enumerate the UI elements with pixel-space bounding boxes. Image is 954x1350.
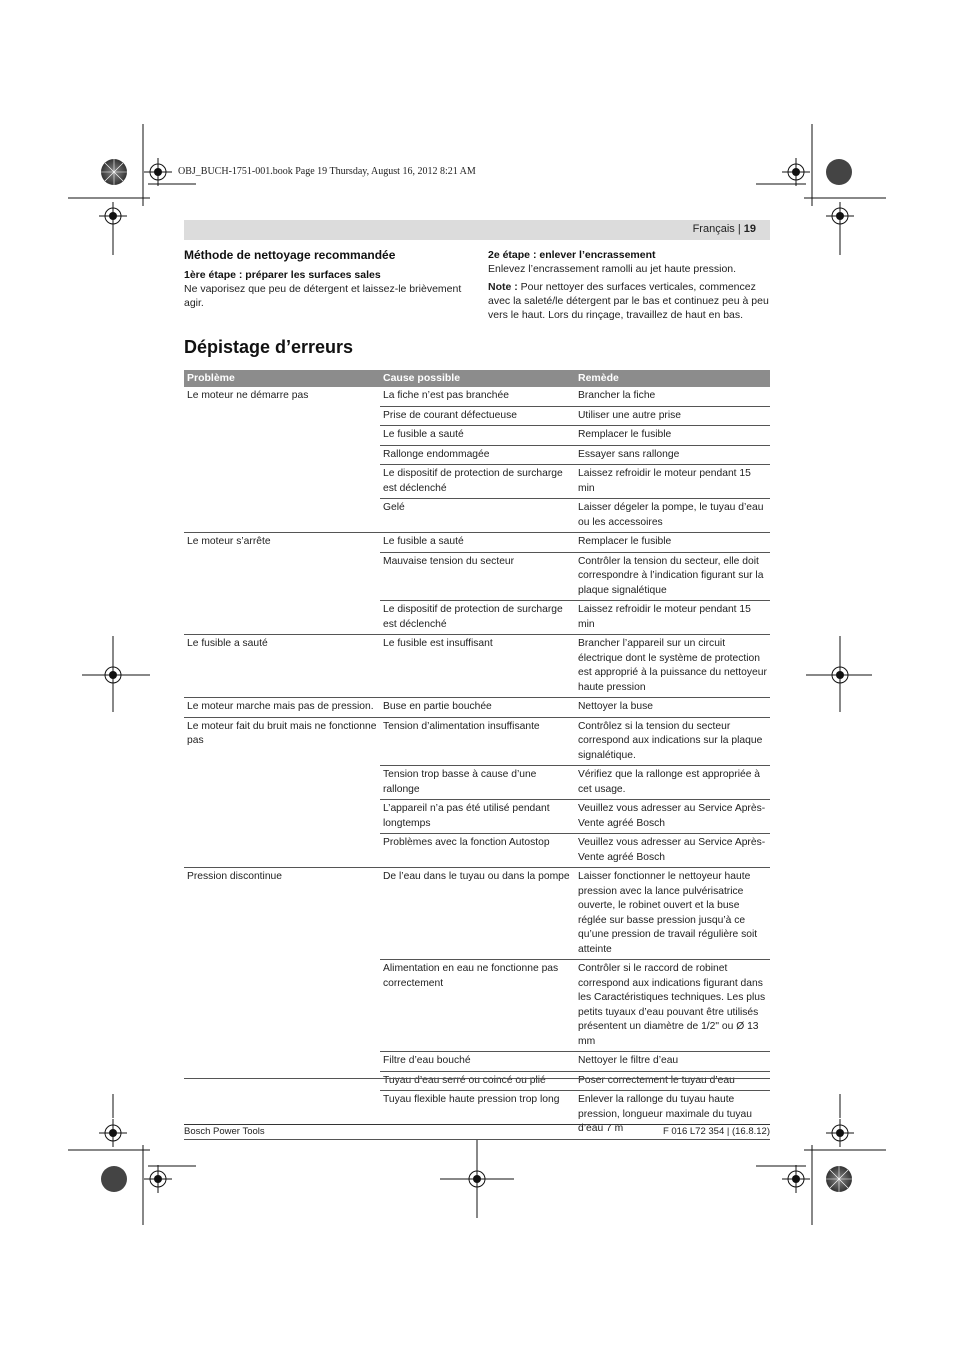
cause-cell: Le fusible est insuffisant	[380, 635, 575, 698]
cause-cell: Tension trop basse à cause d’une rallonge	[380, 766, 575, 800]
step1-text: Ne vaporisez que peu de détergent et laissez-le brièvement agir.	[184, 283, 462, 309]
step1-title: 1ère étape : préparer les surfaces sales	[184, 269, 381, 281]
note-label: Note :	[488, 281, 518, 293]
problem-cell: Le moteur marche mais pas de pression.	[184, 698, 380, 718]
note-text: Pour nettoyer des surfaces verticales, commencez avec la saleté/le détergent par le bas et continuez peu à peu vers le haut. Lors du rinçage, travaillez de haut en bas.	[488, 281, 769, 321]
remedy-cell: Brancher la fiche	[575, 387, 770, 406]
remedy-cell: Contrôler la tension du secteur, elle doit correspondre à l’indication figurant sur la plaque signalétique	[575, 552, 770, 601]
remedy-cell: Nettoyer le filtre d’eau	[575, 1052, 770, 1072]
cause-cell: Tuyau flexible haute pression trop long	[380, 1091, 575, 1140]
cause-cell: Filtre d’eau bouché	[380, 1052, 575, 1072]
troubleshooting-table	[184, 370, 770, 1140]
remedy-cell: Laissez refroidir le moteur pendant 15 min	[575, 601, 770, 635]
step2-text: Enlevez l’encrassement ramolli au jet haute pression.	[488, 263, 737, 275]
remedy-cell: Vérifiez que la rallonge est appropriée à cet usage.	[575, 766, 770, 800]
remedy-cell: Contrôlez si la tension du secteur correspond aux indications sur la plaque signalétique.	[575, 717, 770, 766]
remedy-cell: Laissez refroidir le moteur pendant 15 min	[575, 465, 770, 499]
table-header-row	[184, 370, 770, 387]
cause-cell: Le dispositif de protection de surcharge est déclenché	[380, 465, 575, 499]
problem-cell: Le moteur s’arrête	[184, 533, 380, 635]
remedy-cell: Enlever la rallonge du tuyau haute pression, longueur maximale du tuyau d’eau 7 m	[575, 1091, 770, 1140]
column-header-cause: Cause possible	[380, 370, 575, 387]
cause-cell: Le dispositif de protection de surcharge est déclenché	[380, 601, 575, 635]
cause-cell: Le fusible a sauté	[380, 533, 575, 553]
table-row	[184, 533, 770, 553]
table-row	[184, 717, 770, 766]
table-end-rule	[184, 1078, 770, 1079]
column-header-problem: Problème	[184, 370, 380, 387]
cause-cell: La fiche n’est pas branchée	[380, 387, 575, 406]
table-body	[184, 387, 770, 1139]
footer-doc-ref: F 016 L72 354 | (16.8.12)	[662, 1126, 770, 1137]
table-row	[184, 635, 770, 698]
header-page-number: 19	[743, 223, 756, 235]
remedy-cell: Remplacer le fusible	[575, 426, 770, 446]
remedy-cell: Veuillez vous adresser au Service Après-Vente agréé Bosch	[575, 834, 770, 868]
table-row	[184, 387, 770, 406]
table-row	[184, 868, 770, 960]
table-row	[184, 698, 770, 718]
cause-cell: Buse en partie bouchée	[380, 698, 575, 718]
cause-cell: De l’eau dans le tuyau ou dans la pompe	[380, 868, 575, 960]
book-info-line: OBJ_BUCH-1751-001.book Page 19 Thursday, August 16, 2012 8:21 AM	[178, 166, 476, 177]
cause-cell: L’appareil n’a pas été utilisé pendant longtemps	[380, 800, 575, 834]
problem-cell: Le moteur fait du bruit mais ne fonctionne pas	[184, 717, 380, 868]
header-separator: |	[737, 223, 741, 235]
step2-title: 2e étape : enlever l’encrassement	[488, 249, 656, 261]
cause-cell: Rallonge endommagée	[380, 445, 575, 465]
remedy-cell: Laisser fonctionner le nettoyeur haute pression avec la lance pulvérisatrice ouverte, le robinet ouvert et la buse réglée sur basse pression jusqu’à ce qu’une pression de travail régulière soit atteinte	[575, 868, 770, 960]
remedy-cell: Brancher l’appareil sur un circuit électrique dont le système de protection est approprié à la puissance du nettoyeur haute pression	[575, 635, 770, 698]
problem-cell: Le moteur ne démarre pas	[184, 387, 380, 533]
cause-cell: Tension d’alimentation insuffisante	[380, 717, 575, 766]
cause-cell: Prise de courant défectueuse	[380, 406, 575, 426]
cause-cell: Tuyau d’eau serré ou coincé ou plié	[380, 1071, 575, 1091]
note-paragraph	[488, 280, 770, 322]
remedy-cell: Laisser dégeler la pompe, le tuyau d’eau ou les accessoires	[575, 499, 770, 533]
remedy-cell: Poser correctement le tuyau d’eau	[575, 1071, 770, 1091]
problem-cell: Le fusible a sauté	[184, 635, 380, 698]
remedy-cell: Remplacer le fusible	[575, 533, 770, 553]
remedy-cell: Contrôler si le raccord de robinet correspond aux indications figurant dans les Caractéristiques techniques. Les plus petits tuyaux d’eau pouvant être utilisés présentent un diamètre de 1/2" ou Ø 13 mm	[575, 960, 770, 1052]
column-header-remedy: Remède	[575, 370, 770, 387]
remedy-cell: Utiliser une autre prise	[575, 406, 770, 426]
footer-rule	[184, 1124, 770, 1125]
cause-cell: Alimentation en eau ne fonctionne pas correctement	[380, 960, 575, 1052]
remedy-cell: Nettoyer la buse	[575, 698, 770, 718]
remedy-cell: Veuillez vous adresser au Service Après-Vente agréé Bosch	[575, 800, 770, 834]
cause-cell: Mauvaise tension du secteur	[380, 552, 575, 601]
header-language: Français	[692, 223, 735, 235]
cleaning-method-heading: Méthode de nettoyage recommandée	[184, 248, 396, 262]
right-column	[488, 248, 770, 322]
page-header-bar	[184, 220, 770, 240]
left-column	[184, 248, 474, 310]
problem-cell: Pression discontinue	[184, 868, 380, 1140]
page-header-label	[693, 223, 756, 235]
footer-brand: Bosch Power Tools	[184, 1126, 265, 1137]
cause-cell: Gelé	[380, 499, 575, 533]
cause-cell: Problèmes avec la fonction Autostop	[380, 834, 575, 868]
remedy-cell: Essayer sans rallonge	[575, 445, 770, 465]
cause-cell: Le fusible a sauté	[380, 426, 575, 446]
section-title: Dépistage d’erreurs	[184, 337, 354, 357]
